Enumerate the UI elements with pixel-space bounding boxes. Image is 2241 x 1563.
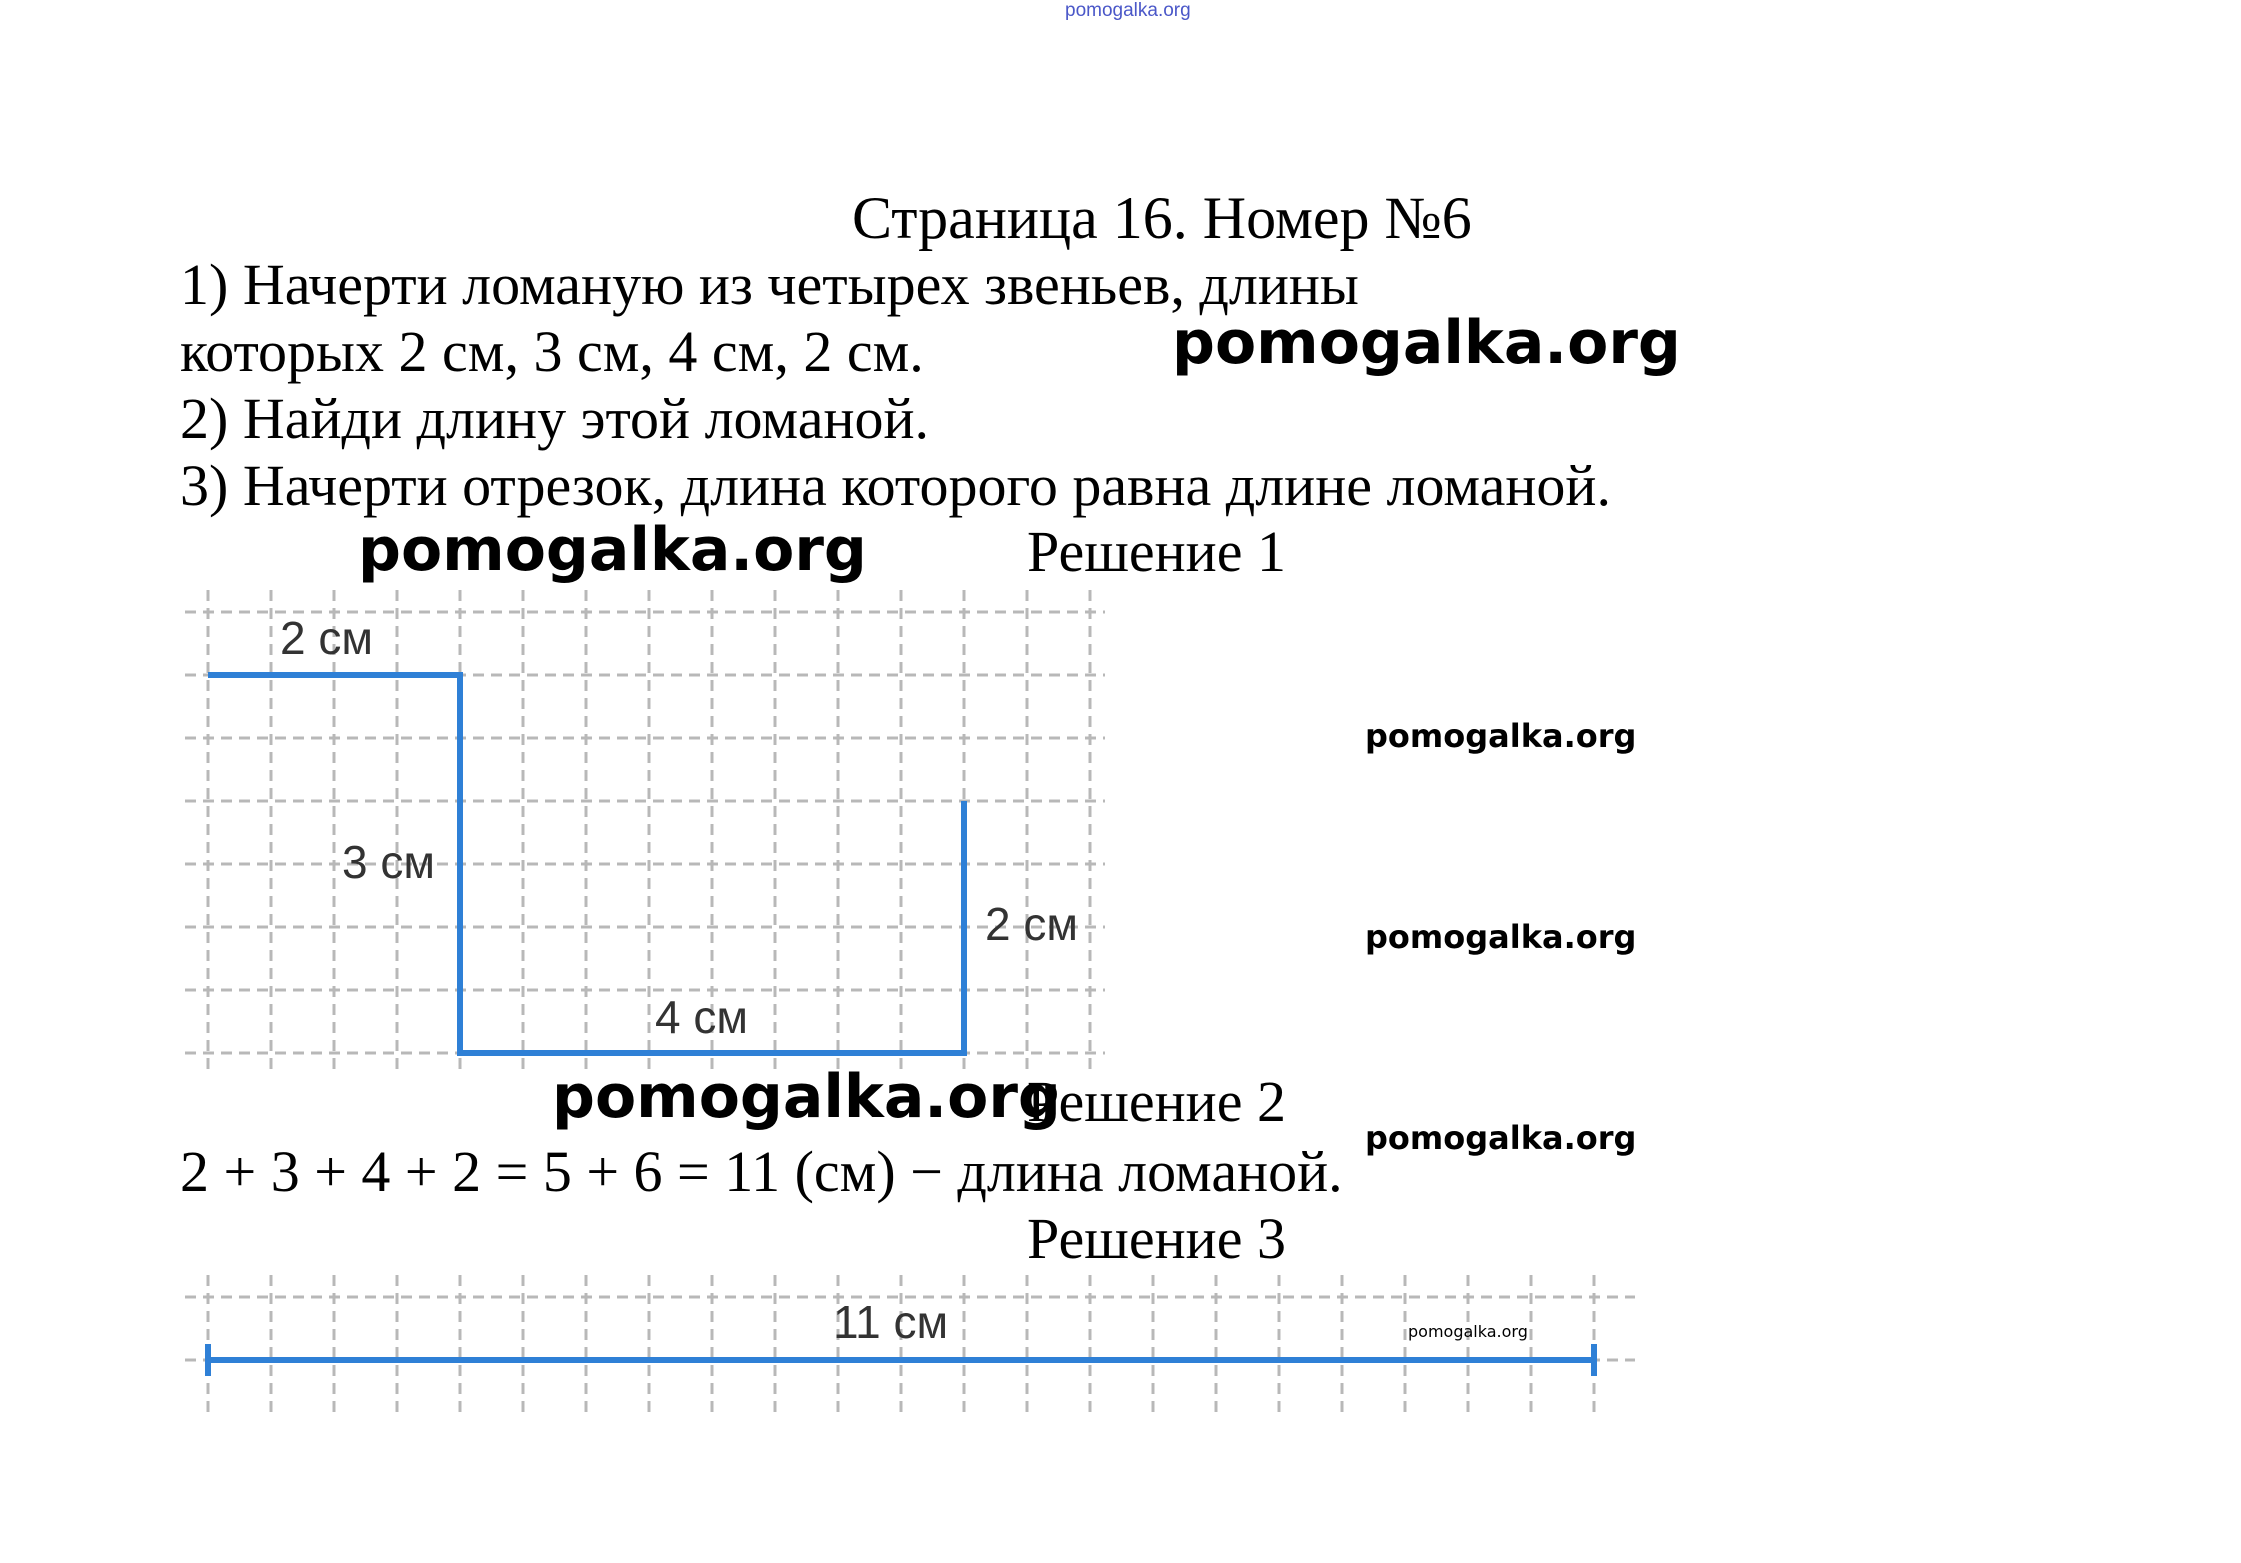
watermark-mid-3: pomogalka.org bbox=[1365, 1119, 1637, 1157]
seg2-label: 3 см bbox=[342, 836, 435, 888]
watermark-large-3: pomogalka.org bbox=[552, 1062, 1061, 1132]
task-line-1: 1) Начерти ломаную из четырех звеньев, длины bbox=[180, 252, 1359, 317]
seg1-label: 2 см bbox=[280, 612, 373, 664]
segment-label: 11 см bbox=[833, 1296, 949, 1348]
solution1-heading: Решение 1 bbox=[1027, 519, 1286, 584]
solution3-heading: Решение 3 bbox=[1027, 1206, 1286, 1271]
watermark-large-2: pomogalka.org bbox=[358, 515, 867, 585]
page-title: Страница 16. Номер №6 bbox=[852, 185, 1472, 251]
watermark-small: pomogalka.org bbox=[1408, 1322, 1528, 1341]
watermark-large-1: pomogalka.org bbox=[1172, 308, 1681, 378]
task-line-3: 2) Найди длину этой ломаной. bbox=[180, 386, 930, 451]
watermark-mid-2: pomogalka.org bbox=[1365, 918, 1637, 956]
seg3-label: 4 см bbox=[655, 991, 748, 1043]
task-line-4: 3) Начерти отрезок, длина которого равна длине ломаной. bbox=[180, 453, 1611, 518]
watermark-mid-1: pomogalka.org bbox=[1365, 717, 1637, 755]
solution2-heading: Решение 2 bbox=[1027, 1069, 1286, 1134]
task-line-2: которых 2 см, 3 см, 4 см, 2 см. bbox=[180, 319, 924, 384]
solution2-equation: 2 + 3 + 4 + 2 = 5 + 6 = 11 (см) − длина ломаной. bbox=[180, 1139, 1343, 1204]
header-watermark: pomogalka.org bbox=[1065, 0, 1191, 21]
seg4-label: 2 см bbox=[985, 898, 1078, 950]
